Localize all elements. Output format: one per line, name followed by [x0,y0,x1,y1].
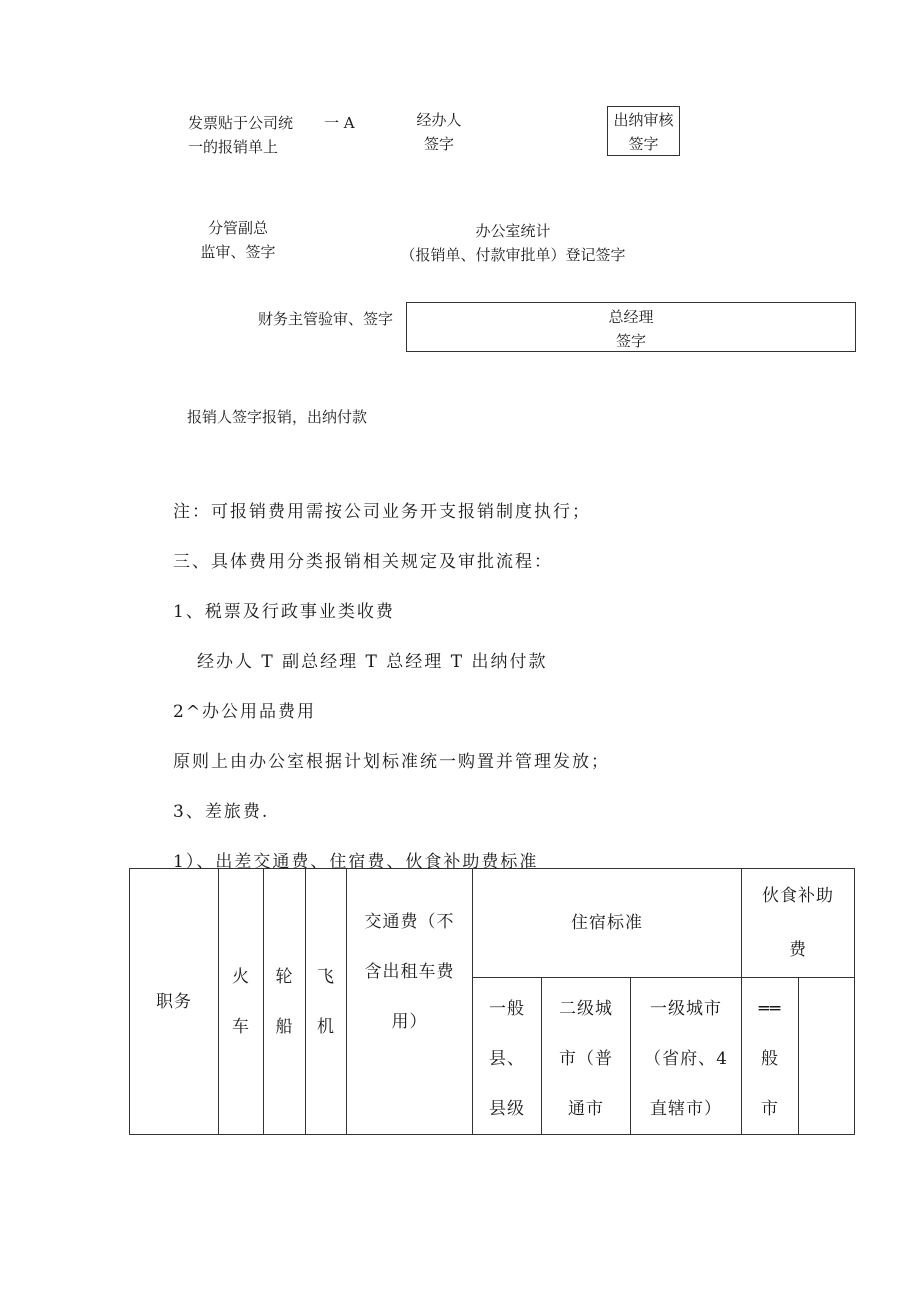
lodging-first-tier: 一级城市 （省府、4 直辖市） [631,978,742,1135]
handler-sign [408,108,470,156]
office-stats-line1: 办公室统计 [475,222,551,240]
deputy-sign [196,216,280,264]
invoice-note-line2: 一的报销单上 [188,138,279,156]
header-plane: 飞 机 [306,869,347,1135]
header-transport: 交通费（不 含出租车费 用） [347,869,473,1135]
item1-title: 1、税票及行政事业类收费 [173,602,395,622]
header-ship: 轮 船 [264,869,306,1135]
handler-line2: 签字 [423,135,454,153]
lodging-second-tier: 二级城 市（普 通市 [542,978,631,1135]
arrow-label: 一 A [324,114,355,132]
office-stats [388,219,638,267]
header-train: 火 车 [219,869,264,1135]
claimant-sign: 报销人签字报销，出纳付款 [187,408,368,426]
gm-line2: 签字 [615,332,646,350]
item2-title: 2^办公用品费用 [173,702,317,722]
gm-line1: 总经理 [608,308,654,326]
finance-supervisor: 财务主管验审、签字 [258,310,394,328]
item2-desc: 原则上由办公室根据计划标准统一购置并管理发放； [173,752,610,772]
gm-box [406,302,856,352]
deputy-line2: 监审、签字 [200,243,276,261]
meal-general-city: ══ 般 市 [742,978,799,1135]
deputy-line1: 分管副总 [207,219,268,237]
handler-line1: 经办人 [416,111,462,129]
item1-flow: 经办人 T 副总经理 T 总经理 T 出纳付款 [197,652,548,672]
header-position: 职务 [130,869,219,1135]
note: 注：可报销费用需按公司业务开支报销制度执行； [173,502,591,522]
office-stats-line2: （报销单、付款审批单）登记签字 [400,246,626,264]
cashier-review-line2: 签字 [628,135,659,153]
invoice-note-line1: 发票贴于公司统 [188,114,294,132]
item3-title: 3、差旅费. [173,802,270,822]
item3-sub: 1）、出差交通费、住宿费、伙食补助费标准 [173,852,539,872]
cashier-review-line1: 出纳审核 [613,111,674,129]
cashier-review-box [607,106,680,156]
header-meal: 伙食补助 费 [742,869,855,978]
header-lodging: 住宿标准 [473,869,742,978]
invoice-note [188,111,293,159]
section3-heading: 三、具体费用分类报销相关规定及审批流程： [173,552,553,572]
travel-standard-table [129,868,855,1135]
lodging-general-county: 一般 县、 县级 [473,978,542,1135]
table-header-row [130,869,855,978]
meal-blank-cell [799,978,855,1135]
